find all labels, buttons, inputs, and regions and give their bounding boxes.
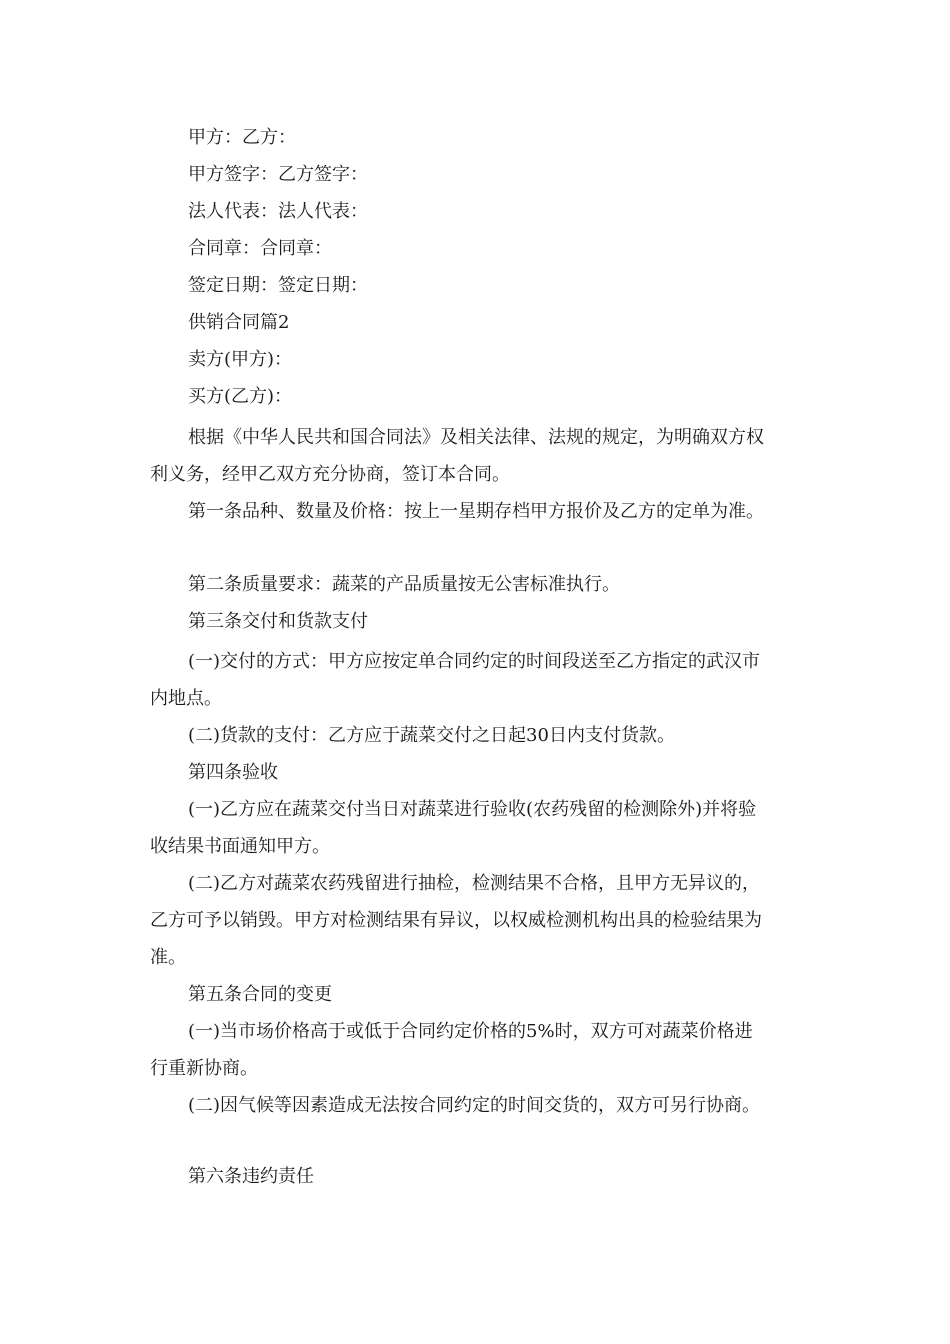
signature-party-line: 甲方：乙方： <box>188 127 296 148</box>
article-3-clause-2: (二)货款的支付：乙方应于蔬菜交付之日起30日内支付货款。 <box>188 725 675 746</box>
article-5-clause-1-line-2: 行重新协商。 <box>150 1058 258 1079</box>
article-4-clause-2-line-3: 准。 <box>150 947 186 968</box>
article-4-heading: 第四条验收 <box>188 762 278 783</box>
seller-line: 卖方(甲方)： <box>188 349 293 370</box>
article-1: 第一条品种、数量及价格：按上一星期存档甲方报价及乙方的定单为准。 <box>188 501 764 522</box>
article-3-clause-1-line-2: 内地点。 <box>150 688 222 709</box>
article-5-clause-1-line-1: (一)当市场价格高于或低于合同约定价格的5%时，双方可对蔬菜价格进 <box>188 1021 753 1042</box>
article-3-clause-1-line-1: (一)交付的方式：甲方应按定单合同约定的时间段送至乙方指定的武汉市 <box>188 651 761 672</box>
signing-date-line: 签定日期：签定日期： <box>188 275 368 296</box>
article-6-heading: 第六条违约责任 <box>188 1166 314 1187</box>
article-4-clause-1-line-1: (一)乙方应在蔬菜交付当日对蔬菜进行验收(农药残留的检测除外)并将验 <box>188 799 757 820</box>
preamble-line-2: 利义务，经甲乙双方充分协商，签订本合同。 <box>150 464 510 485</box>
buyer-line: 买方(乙方)： <box>188 386 293 407</box>
article-4-clause-2-line-1: (二)乙方对蔬菜农药残留进行抽检，检测结果不合格，且甲方无异议的， <box>188 873 761 894</box>
article-2: 第二条质量要求：蔬菜的产品质量按无公害标准执行。 <box>188 574 620 595</box>
legal-representative-line: 法人代表：法人代表： <box>188 201 368 222</box>
section-title: 供销合同篇2 <box>188 312 290 333</box>
article-4-clause-2-line-2: 乙方可予以销毁。甲方对检测结果有异议，以权威检测机构出具的检验结果为 <box>150 910 762 931</box>
article-4-clause-1-line-2: 收结果书面通知甲方。 <box>150 836 330 857</box>
article-5-clause-2: (二)因气候等因素造成无法按合同约定的时间交货的，双方可另行协商。 <box>188 1095 761 1116</box>
preamble-line-1: 根据《中华人民共和国合同法》及相关法律、法规的规定，为明确双方权 <box>188 427 764 448</box>
article-5-heading: 第五条合同的变更 <box>188 984 332 1005</box>
contract-seal-line: 合同章：合同章： <box>188 238 332 259</box>
article-3-heading: 第三条交付和货款支付 <box>188 611 368 632</box>
signature-sign-line: 甲方签字：乙方签字： <box>188 164 368 185</box>
